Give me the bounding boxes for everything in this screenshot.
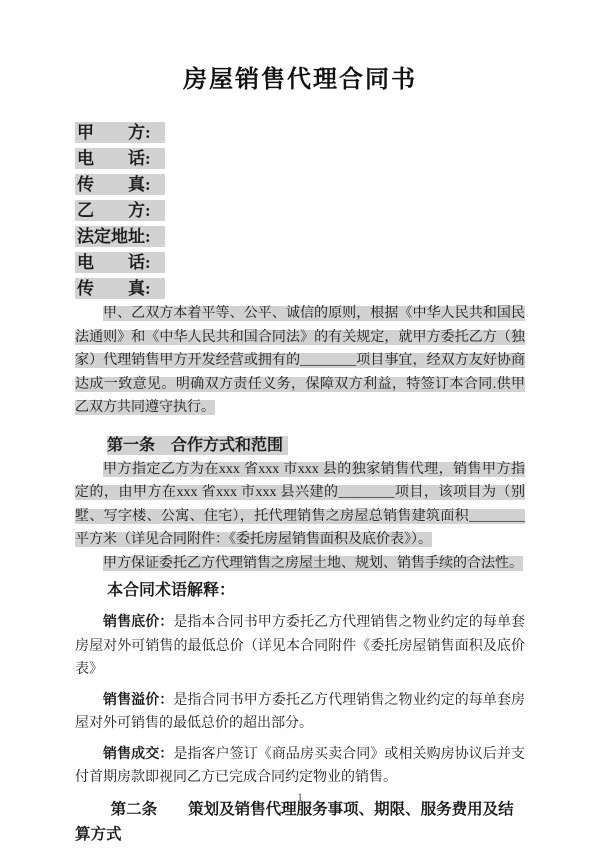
field-label: 乙 方: — [75, 200, 165, 221]
term-definition: 是指本合同书甲方委托乙方代理销售之物业约定的每单套房屋对外可销售的最低总价（详见本合同附件《委托房屋销售面积及底价表》 — [75, 615, 526, 677]
section-one-guarantee — [75, 552, 525, 576]
field-label: 法定地址: — [75, 226, 165, 247]
term-premium — [75, 689, 525, 736]
page-title: 房屋销售代理合同书 — [183, 67, 417, 93]
field-row-legal-address — [75, 224, 525, 250]
term-word: 销售成交： — [103, 746, 174, 762]
term-definition: 是指客户签订《商品房买卖合同》或相关购房协议后并支付首期房款即视同乙方已完成合同约定物业的销售。 — [75, 746, 526, 785]
term-word: 销售溢价： — [103, 692, 174, 708]
party-fields-block — [75, 120, 525, 302]
field-row-party-b — [75, 198, 525, 224]
field-label: 电 话: — [75, 252, 165, 273]
section-one-body-text: 甲方指定乙方为在xxx 省xxx 市xxx 县的独家销售代理，销售甲方指定的，由甲方在xxx 省xxx 市xxx 县兴建的________项目，该项目为（别墅、写字楼、公寓、住宅），托代理销售之房屋总销售建筑面积________平方米（详见合同附件：《委托房屋销售面积及底价表》）。 — [75, 461, 525, 547]
preamble-paragraph — [75, 302, 525, 420]
preamble-text: 甲、乙双方本着平等、公平、诚信的原则，根据《中华人民共和国民法通则》和《中华人民共和国合同法》的有关规定，就甲方委托乙方（独家）代理销售甲方开发经营或拥有的________项目事宜，经双方友好协商达成一致意见。明确双方责任义务，保障双方利益，特签订本合同.供甲乙双方共同遵守执行。 — [75, 306, 525, 415]
field-row-phone-b — [75, 250, 525, 276]
term-floor-price — [75, 611, 525, 682]
field-label: 电 话: — [75, 148, 165, 169]
terms-heading: 本合同术语解释： — [107, 582, 236, 599]
field-label: 传 真: — [75, 174, 165, 195]
field-row-phone-a — [75, 146, 525, 172]
section-one-body — [75, 458, 525, 552]
term-closing — [75, 743, 525, 790]
field-row-fax-a — [75, 172, 525, 198]
field-row-party-a — [75, 120, 525, 146]
term-definition: 是指合同书甲方委托乙方代理销售之物业约定的每单套房屋对外可销售的最低总价的超出部分。 — [75, 692, 526, 731]
section-two-heading: 第二条 策划及销售代理服务事项、期限、服务费用及结算方式 — [75, 800, 514, 843]
term-word: 销售底价： — [103, 615, 174, 630]
field-row-fax-b — [75, 276, 525, 302]
guarantee-text: 甲方保证委托乙方代理销售之房屋土地、规划、销售手续的合法性。 — [103, 555, 523, 571]
section-one-heading: 第一条 合作方式和范围 — [75, 433, 525, 458]
page-number: 1 — [297, 790, 303, 804]
field-label: 甲 方: — [75, 122, 165, 143]
field-label: 传 真: — [75, 278, 165, 299]
